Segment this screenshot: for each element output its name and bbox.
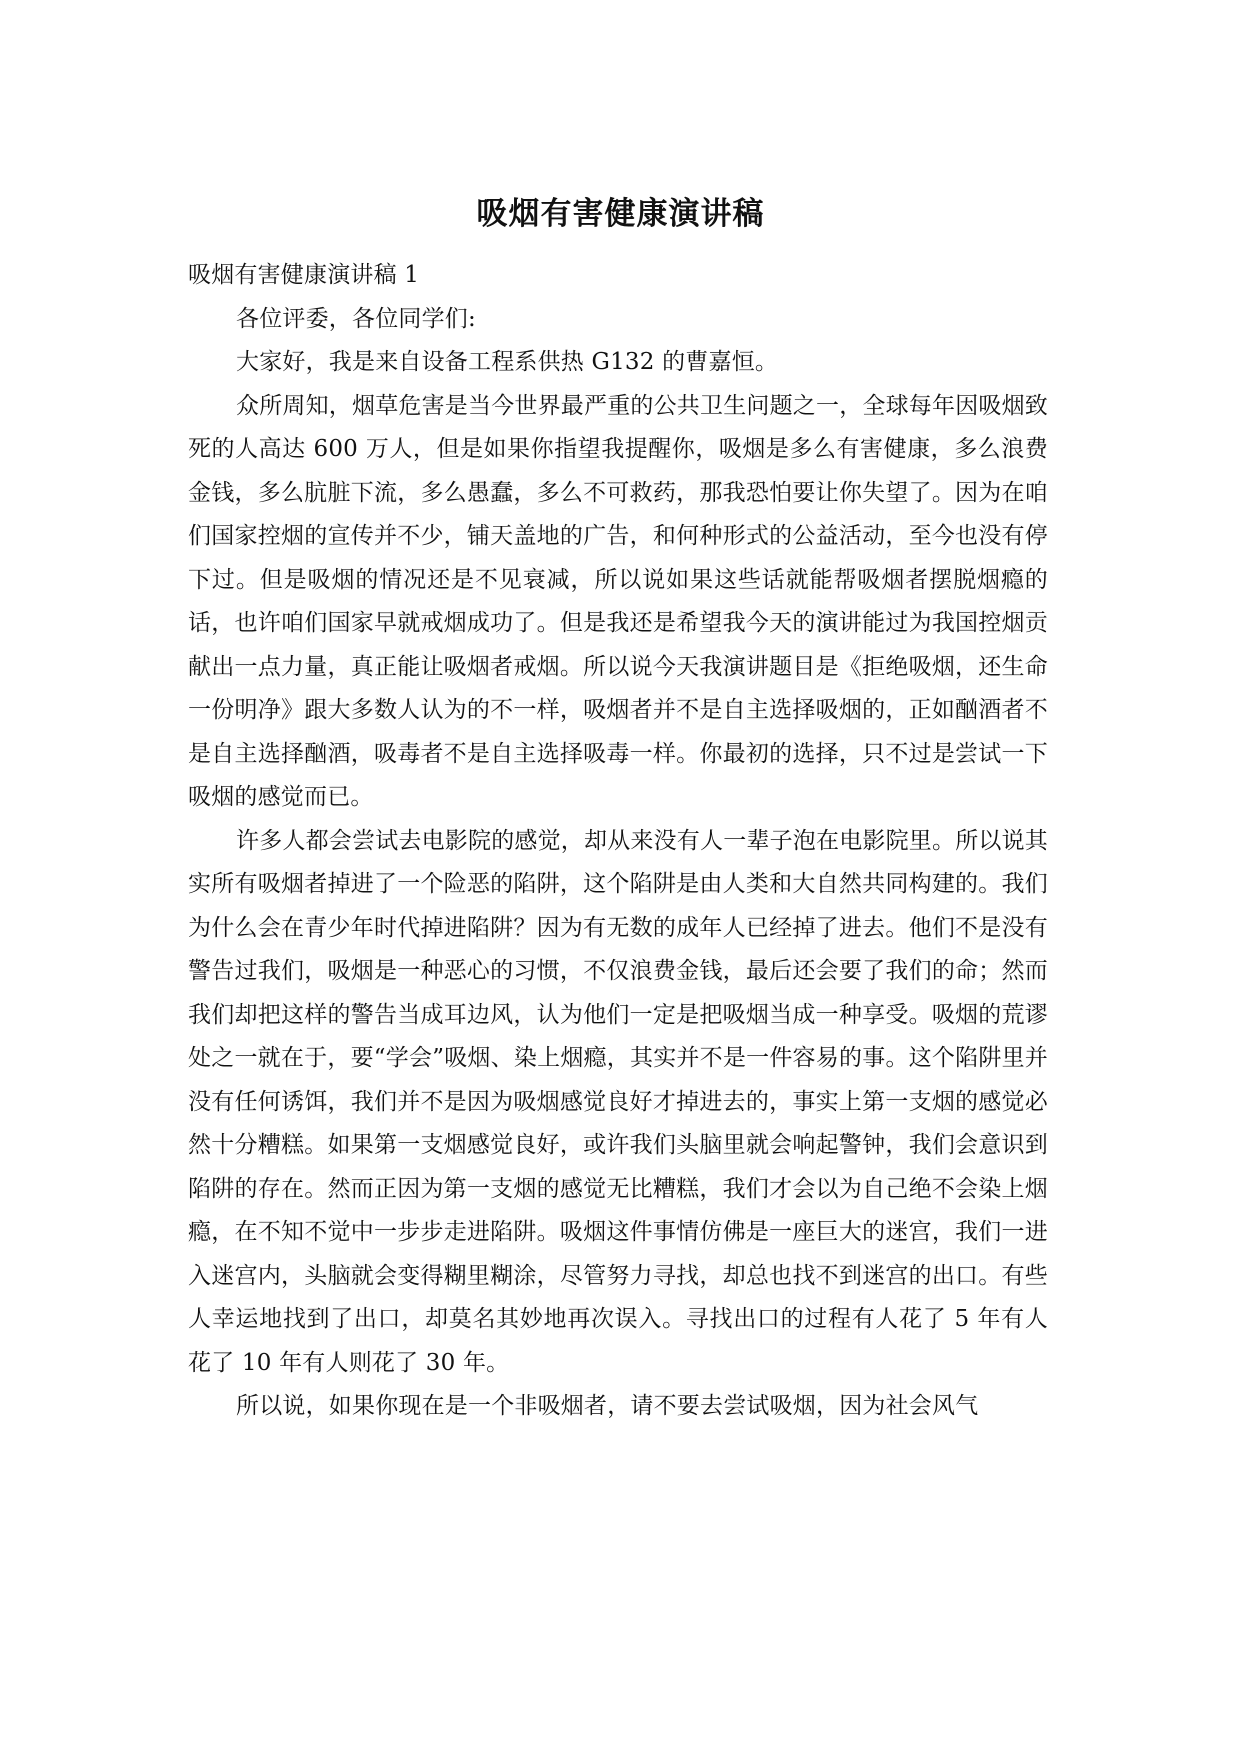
section-heading: 吸烟有害健康演讲稿 1 (188, 262, 420, 288)
paragraph-body-2: 许多人都会尝试去电影院的感觉，却从来没有人一辈子泡在电影院里。所以说其实所有吸烟者掉进了一个险恶的陷阱，这个陷阱是由人类和大自然共同构建的。我们为什么会在青少年时代掉进陷阱？因为有无数的成年人已经掉了进去。他们不是没有警告过我们，吸烟是一种恶心的习惯，不仅浪费金钱，最后还会要了我们的命；然而我们却把这样的警告当成耳边风，认为他们一定是把吸烟当成一种享受。吸烟的荒谬处之一就在于，要“学会”吸烟、染上烟瘾，其实并不是一件容易的事。这个陷阱里并没有任何诱饵，我们并不是因为吸烟感觉良好才掉进去的，事实上第一支烟的感觉必然十分糟糕。如果第一支烟感觉良好，或许我们头脑里就会响起警钟，我们会意识到陷阱的存在。然而正因为第一支烟的感觉无比糟糕，我们才会以为自己绝不会染上烟瘾，在不知不觉中一步步走进陷阱。吸烟这件事情仿佛是一座巨大的迷宫，我们一进入迷宫内，头脑就会变得糊里糊涂，尽管努力寻找，却总也找不到迷宫的出口。有些人幸运地找到了出口，却莫名其妙地再次误入。寻找出口的过程有人花了 5 年有人花了 10 年有人则花了 30 年。 (188, 827, 1048, 1376)
paragraph-introduction: 大家好，我是来自设备工程系供热 G132 的曹嘉恒。 (236, 349, 779, 375)
document-body (188, 254, 1048, 1429)
paragraph-greeting: 各位评委，各位同学们: (236, 305, 476, 332)
paragraph-body-1: 众所周知，烟草危害是当今世界最严重的公共卫生问题之一，全球每年因吸烟致死的人高达 600 万人，但是如果你指望我提醒你，吸烟是多么有害健康，多么浪费金钱，多么肮脏下流，多么愚蠢，多么不可救药，那我恐怕要让你失望了。因为在咱们国家控烟的宣传并不少，铺天盖地的广告，和何种形式的公益活动，至今也没有停下过。但是吸烟的情况还是不见衰减，所以说如果这些话就能帮吸烟者摆脱烟瘾的话，也许咱们国家早就戒烟成功了。但是我还是希望我今天的演讲能过为我国控烟贡献出一点力量，真正能让吸烟者戒烟。所以说今天我演讲题目是《拒绝吸烟，还生命一份明净》跟大多数人认为的不一样，吸烟者并不是自主选择吸烟的，正如酗酒者不是自主选择酗酒，吸毒者不是自主选择吸毒一样。你最初的选择，只不过是尝试一下吸烟的感觉而已。 (188, 392, 1048, 810)
document-title: 吸烟有害健康演讲稿 (476, 196, 765, 232)
paragraph-body-3: 所以说，如果你现在是一个非吸烟者，请不要去尝试吸烟，因为社会风气 (236, 1393, 979, 1419)
